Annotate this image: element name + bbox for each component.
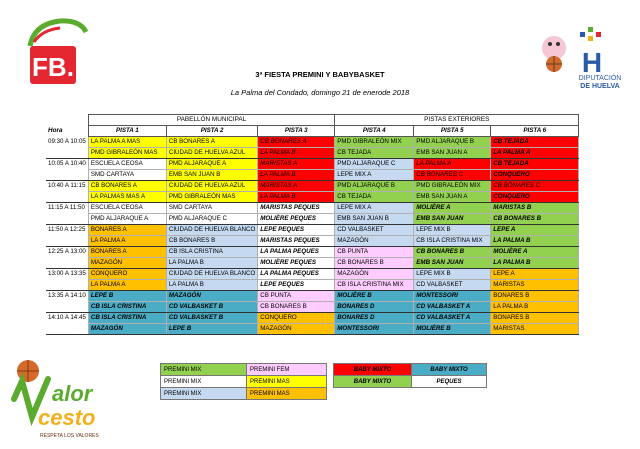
- team-cell: CB ISLA CRISTINA: [88, 302, 166, 313]
- team-cell: CONQUERO: [258, 313, 335, 324]
- blank-cell: [46, 258, 88, 269]
- team-cell: LEPE MIX A: [335, 170, 414, 181]
- team-cell: LEPE A: [491, 225, 579, 236]
- hora-label: Hora: [48, 127, 63, 134]
- schedule-row: [46, 324, 579, 335]
- team-cell: LA PALMA B: [491, 258, 579, 269]
- team-cell: LEPE A: [491, 269, 579, 280]
- svg-text:H: H: [581, 47, 603, 78]
- team-cell: BONARES D: [335, 302, 414, 313]
- legend-cell: BABY MIXTO: [334, 364, 412, 376]
- schedule-row: [46, 148, 579, 159]
- team-cell: CIUDAD DE HUELVA BLANCO: [166, 269, 257, 280]
- team-cell: CIUDAD DE HUELVA AZUL: [166, 148, 257, 159]
- team-cell: CB PUNTA: [335, 247, 414, 258]
- team-cell: MARISTAS PEQUES: [258, 236, 335, 247]
- blank-cell: [46, 324, 88, 335]
- team-cell: CB BONARES B: [414, 247, 491, 258]
- team-cell: CIUDAD DE HUELVA AZUL: [166, 181, 257, 192]
- team-cell: PMD ALJARAQUE B: [335, 181, 414, 192]
- schedule-row: [46, 214, 579, 225]
- team-cell: MAZAGÓN: [335, 269, 414, 280]
- legend-gap: [327, 376, 334, 388]
- blank-cell: [46, 302, 88, 313]
- legend-cell: PREMINI MAS: [247, 376, 327, 388]
- team-cell: MARISTAS: [491, 324, 579, 335]
- schedule-row: [46, 236, 579, 247]
- time-slot: 12:25 A 13:00: [48, 248, 86, 256]
- team-cell: CB ISLA CRISTINA: [88, 313, 166, 324]
- team-cell: CONQUERO: [491, 170, 579, 181]
- team-cell: MOLIÈRE B: [414, 324, 491, 335]
- team-cell: CONQUERO: [88, 269, 166, 280]
- page-subtitle: La Palma del Condado, domingo 21 de enerode 2018: [230, 88, 410, 97]
- team-cell: MAZAGÓN: [88, 258, 166, 269]
- legend-cell: PEQUES: [412, 376, 487, 388]
- team-cell: LA PALMA PEQUES: [258, 269, 335, 280]
- team-cell: LEPE MIX B: [414, 225, 491, 236]
- team-cell: CB BONARES B: [335, 258, 414, 269]
- team-cell: CB BONARES B: [491, 214, 579, 225]
- legend-cell: [412, 388, 487, 400]
- valorcesto-logo: [8, 355, 118, 447]
- team-cell: PMD ALJARAQUE C: [335, 159, 414, 170]
- team-cell: LA PALMA A: [414, 159, 491, 170]
- team-cell: CD VALBASKET B: [166, 302, 257, 313]
- team-cell: ESCUELA CEOSA: [88, 203, 166, 214]
- legend-cell: [334, 388, 412, 400]
- blank-cell: [46, 148, 88, 159]
- pista-header: PISTA 2: [166, 126, 257, 137]
- legend-cell: PREMINI MIX: [161, 388, 247, 400]
- legend-gap: [327, 388, 334, 400]
- team-cell: LA PALMAS MAS A: [88, 192, 166, 203]
- team-cell: LA PALMA B: [258, 192, 335, 203]
- section-header-row: [46, 115, 579, 126]
- team-cell: BONARES D: [335, 313, 414, 324]
- schedule-row: [46, 159, 579, 170]
- legend-cell: BABY MIXTO: [412, 364, 487, 376]
- schedule-row: [46, 280, 579, 291]
- team-cell: BONARES B: [491, 313, 579, 324]
- pista-header: PISTA 1: [88, 126, 166, 137]
- time-slot: 10:05 A 10:40: [48, 160, 86, 168]
- time-slot: 11:15 A 11:50: [48, 204, 85, 212]
- blank-cell: [46, 280, 88, 291]
- team-cell: MARISTAS B: [491, 203, 579, 214]
- legend-cell: PREMINI MAS: [247, 388, 327, 400]
- diputacion-line1: DIPUTACIÓN: [578, 75, 622, 82]
- team-cell: LA PALMA B: [258, 170, 335, 181]
- legend-row: [161, 364, 487, 376]
- schedule-row: [46, 203, 579, 214]
- team-cell: LA PALMA A: [88, 280, 166, 291]
- team-cell: CD VALBASKET B: [166, 313, 257, 324]
- pista-header: PISTA 4: [335, 126, 414, 137]
- schedule-row: [46, 313, 579, 324]
- team-cell: CB ISLA CRISTINA MIX: [335, 280, 414, 291]
- legend-row: [161, 388, 487, 400]
- blank-cell: [46, 170, 88, 181]
- schedule-row: [46, 247, 579, 258]
- team-cell: CB BONARES A: [258, 137, 335, 148]
- team-cell: EMB SAN JUAN B: [166, 170, 257, 181]
- legend-cell: BABY MIXTO: [334, 376, 412, 388]
- section-municipal: PABELLÓN MUNICIPAL: [88, 115, 334, 126]
- team-cell: MOLIÈRE PEQUES: [258, 258, 335, 269]
- page-title: 3ª FIESTA PREMINI Y BABYBASKET: [255, 70, 385, 79]
- team-cell: CIUDAD DE HUELVA BLANCO: [166, 225, 257, 236]
- team-cell: CB BONARES B: [258, 302, 335, 313]
- team-cell: MAZAGÓN: [335, 236, 414, 247]
- team-cell: MOLIÈRE PEQUES: [258, 214, 335, 225]
- time-slot: 10:40 A 11:15: [48, 182, 86, 190]
- blank-cell: [46, 236, 88, 247]
- team-cell: LEPE B: [166, 324, 257, 335]
- team-cell: MONTESSORI: [414, 291, 491, 302]
- team-cell: MOLIÈRE B: [335, 291, 414, 302]
- team-cell: EMB SAN JUAN A: [414, 148, 491, 159]
- team-cell: CB TEJADA: [491, 137, 579, 148]
- team-cell: PMD ALJARAQUE A: [166, 159, 257, 170]
- time-slot: 13:35 A 14:10: [48, 292, 86, 300]
- pista-header: PISTA 5: [414, 126, 491, 137]
- team-cell: PMD ALJARAQUE A: [88, 214, 166, 225]
- team-cell: CD VALBASKET A: [414, 302, 491, 313]
- legend-row: [161, 376, 487, 388]
- team-cell: CB ISLA CRISTINA: [166, 247, 257, 258]
- team-cell: CB PUNTA: [258, 291, 335, 302]
- team-cell: MAZAGÓN: [88, 324, 166, 335]
- time-slot: 14:10 A 14:45: [48, 314, 86, 322]
- pista-header-row: [46, 126, 579, 137]
- team-cell: CB TEJADA: [335, 148, 414, 159]
- pista-header: PISTA 6: [491, 126, 579, 137]
- time-slot: 11:50 A 12:25: [48, 226, 86, 234]
- team-cell: MOLIÈRE A: [491, 247, 579, 258]
- team-cell: LA PALMA B: [166, 280, 257, 291]
- team-cell: ESCUELA CEOSA: [88, 159, 166, 170]
- team-cell: MONTESSORI: [335, 324, 414, 335]
- team-cell: MAZAGÓN: [166, 291, 257, 302]
- pista-header: PISTA 3: [258, 126, 335, 137]
- section-exteriores: PISTAS EXTERIORES: [335, 115, 579, 126]
- time-slot: 09:30 A 10:05: [48, 138, 86, 145]
- team-cell: LA PALMA A: [88, 236, 166, 247]
- team-cell: PMD GIBRALEÓN MIX: [335, 137, 414, 148]
- team-cell: LEPE MIX B: [414, 269, 491, 280]
- team-cell: CD VALBASKET A: [414, 313, 491, 324]
- team-cell: MARISTAS PEQUES: [258, 203, 335, 214]
- legend-cell: PREMINI MIX: [161, 364, 247, 376]
- schedule-row: [46, 291, 579, 302]
- team-cell: CB ISLA CRISTINA MIX: [414, 236, 491, 247]
- legend-cell: PREMINI FEM: [247, 364, 327, 376]
- schedule-row: [46, 302, 579, 313]
- team-cell: EMB SAN JUAN: [414, 258, 491, 269]
- team-cell: CONQUERO: [491, 192, 579, 203]
- team-cell: EMB SAN JUAN A: [414, 192, 491, 203]
- schedule-row: [46, 269, 579, 280]
- team-cell: PMD ALJARAQUE B: [414, 137, 491, 148]
- team-cell: LA PALMA B: [166, 258, 257, 269]
- team-cell: CB TEJADA: [491, 159, 579, 170]
- team-cell: PMD GIBRALEÓN MAS: [88, 148, 166, 159]
- valorcesto-line2: cesto: [38, 405, 96, 430]
- team-cell: MAZAGÓN: [258, 324, 335, 335]
- legend-cell: PREMINI MIX: [161, 376, 247, 388]
- team-cell: LA PALMA B: [491, 236, 579, 247]
- team-cell: LEPE B: [88, 291, 166, 302]
- team-cell: SMD CARTAYA: [88, 170, 166, 181]
- team-cell: MOLIÈRE A: [414, 203, 491, 214]
- team-cell: LEPE PEQUES: [258, 280, 335, 291]
- blank-cell: [46, 192, 88, 203]
- team-cell: CD VALBASKET: [335, 225, 414, 236]
- time-slot: 13:00 A 13:35: [48, 270, 86, 278]
- team-cell: LA PALMA B: [258, 148, 335, 159]
- team-cell: LA PALMA PEQUES: [258, 247, 335, 258]
- team-cell: BONARES A: [88, 247, 166, 258]
- team-cell: PMD GIBRALEÓN MIX: [414, 181, 491, 192]
- team-cell: MARISTAS A: [258, 181, 335, 192]
- team-cell: BONARES A: [88, 225, 166, 236]
- team-cell: CB BONARES C: [491, 181, 579, 192]
- schedule-row: [46, 225, 579, 236]
- team-cell: CB BONARES C: [414, 170, 491, 181]
- team-cell: CB TEJADA: [335, 192, 414, 203]
- diputacion-logo: [540, 22, 630, 90]
- schedule-table: [46, 114, 579, 335]
- team-cell: CB BONARES A: [88, 181, 166, 192]
- valorcesto-tagline: RESPETA LOS VALORES: [40, 433, 99, 439]
- team-cell: EMB SAN JUAN: [414, 214, 491, 225]
- schedule-row: [46, 170, 579, 181]
- team-cell: SMD CARTAYA: [166, 203, 257, 214]
- team-cell: LEPE MIX A: [335, 203, 414, 214]
- schedule-row: [46, 258, 579, 269]
- team-cell: CD VALBASKET: [414, 280, 491, 291]
- team-cell: LA PALMA B: [491, 302, 579, 313]
- legend-table: [160, 363, 487, 400]
- team-cell: CB BONARES B: [166, 236, 257, 247]
- team-cell: CB BONARES A: [166, 137, 257, 148]
- team-cell: PMD GIBRALEÓN MAS: [166, 192, 257, 203]
- schedule-row: [46, 181, 579, 192]
- team-cell: BONARES B: [491, 291, 579, 302]
- team-cell: LA PALMA A: [491, 148, 579, 159]
- schedule-row: [46, 192, 579, 203]
- blank-cell: [46, 115, 88, 126]
- schedule-row: [46, 137, 579, 148]
- valorcesto-line1: alor: [52, 381, 93, 406]
- diputacion-line2: DE HUELVA: [580, 83, 620, 90]
- fb-logo-text: FB.: [32, 52, 74, 82]
- team-cell: LA PALMA A MAS: [88, 137, 166, 148]
- team-cell: LEPE PEQUES: [258, 225, 335, 236]
- team-cell: PMD ALJARAQUE C: [166, 214, 257, 225]
- team-cell: MARISTAS A: [258, 159, 335, 170]
- legend-gap: [327, 364, 334, 376]
- team-cell: MARISTAS: [491, 280, 579, 291]
- team-cell: EMB SAN JUAN B: [335, 214, 414, 225]
- blank-cell: [46, 214, 88, 225]
